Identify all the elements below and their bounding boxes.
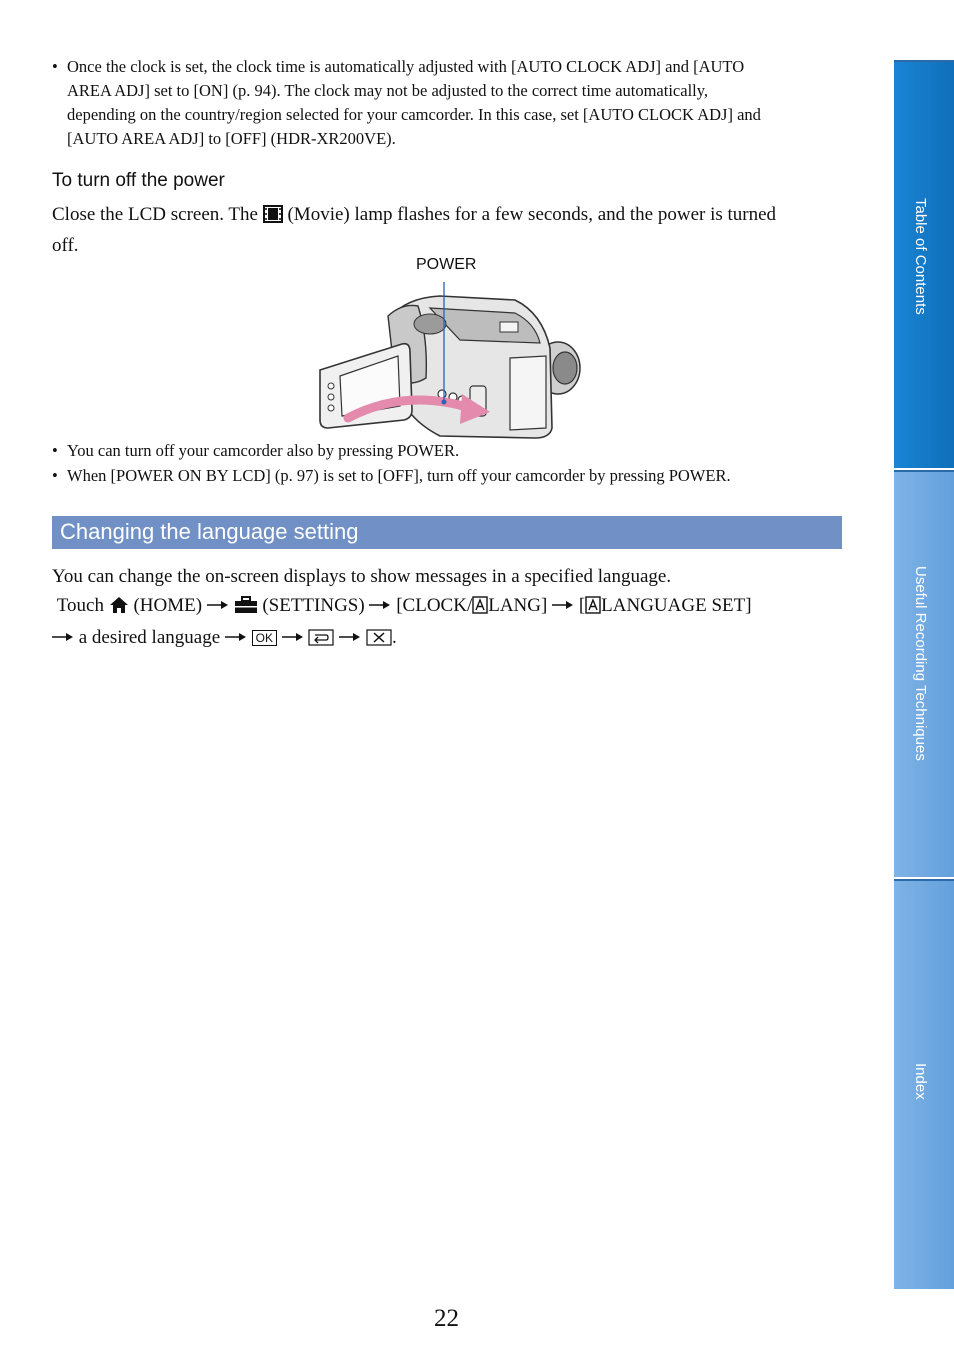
language-text: LANGUAGE SET] — [601, 595, 752, 616]
language-text: Touch — [56, 595, 104, 616]
bullet-text: You can turn off your camcorder also by pressing POWER. — [67, 441, 460, 460]
lang-a-icon — [585, 595, 601, 623]
bullet-dot: • — [52, 466, 58, 485]
movie-icon — [263, 204, 283, 232]
bullet-line: Once the clock is set, the clock time is automatically adjusted with [AUTO CLOCK ADJ] and [AUTO — [67, 57, 745, 76]
bullet-text — [67, 55, 842, 151]
arrow-right-icon — [52, 623, 74, 651]
language-text: [ — [578, 595, 586, 616]
tab-label: Table of Contents — [912, 198, 929, 315]
tab-table-of-contents[interactable] — [894, 60, 954, 468]
language-paragraph — [52, 563, 852, 655]
settings-toolbox-icon — [234, 595, 258, 623]
bullet-power-on-by-lcd — [52, 464, 842, 488]
ok-button-icon: OK — [252, 630, 277, 646]
language-text: (SETTINGS) — [262, 595, 365, 616]
section-band-language — [52, 516, 842, 549]
language-text: a desired language — [78, 627, 221, 648]
page-number: 22 — [434, 1305, 459, 1332]
bullet-dot: • — [52, 57, 58, 76]
home-icon — [109, 595, 129, 623]
arrow-right-icon — [225, 623, 247, 651]
return-icon — [308, 627, 334, 655]
arrow-right-icon — [369, 591, 391, 619]
bullet-text: When [POWER ON BY LCD] (p. 97) is set to [OFF], turn off your camcorder by pressing POWER. — [67, 466, 731, 485]
arrow-right-icon — [207, 591, 229, 619]
bullet-line: AREA ADJ] set to [ON] (p. 94). The clock may not be adjusted to the correct time automatically, — [67, 81, 709, 100]
section-title: Changing the language setting — [60, 519, 359, 544]
bullet-dot: • — [52, 441, 58, 460]
arrow-right-icon — [552, 591, 574, 619]
bullet-line: [AUTO AREA ADJ] to [OFF] (HDR-XR200VE). — [67, 129, 396, 148]
arrow-right-icon — [282, 623, 304, 651]
language-text: (HOME) — [133, 595, 203, 616]
arrow-right-icon — [339, 623, 361, 651]
camcorder-illustration — [310, 278, 590, 440]
language-intro: You can change the on-screen displays to show messages in a specified language. — [52, 566, 672, 587]
tab-useful-recording-techniques[interactable] — [894, 470, 954, 877]
bullet-clock-auto-adjust — [52, 55, 842, 151]
bullet-line: depending on the country/region selected for your camcorder. In this case, set [AUTO CLOCK ADJ] and — [67, 105, 761, 124]
tab-label: Useful Recording Techniques — [912, 566, 929, 761]
bullet-power-button — [52, 439, 842, 463]
power-paragraph — [52, 201, 852, 260]
tab-index[interactable] — [894, 879, 954, 1289]
language-text: . — [391, 627, 397, 648]
power-heading: To turn off the power — [52, 170, 225, 191]
tab-label: Index — [912, 1063, 929, 1100]
power-text: Close the LCD screen. The — [52, 204, 258, 225]
power-text: (Movie) lamp flashes for a few seconds, and the power is turned — [287, 204, 777, 225]
power-figure-label: POWER — [416, 256, 477, 273]
close-icon — [366, 627, 392, 655]
language-text: LANG] — [488, 595, 548, 616]
language-text: [CLOCK/ — [396, 595, 473, 616]
lang-a-icon — [472, 595, 488, 623]
power-text: off. — [52, 235, 79, 256]
